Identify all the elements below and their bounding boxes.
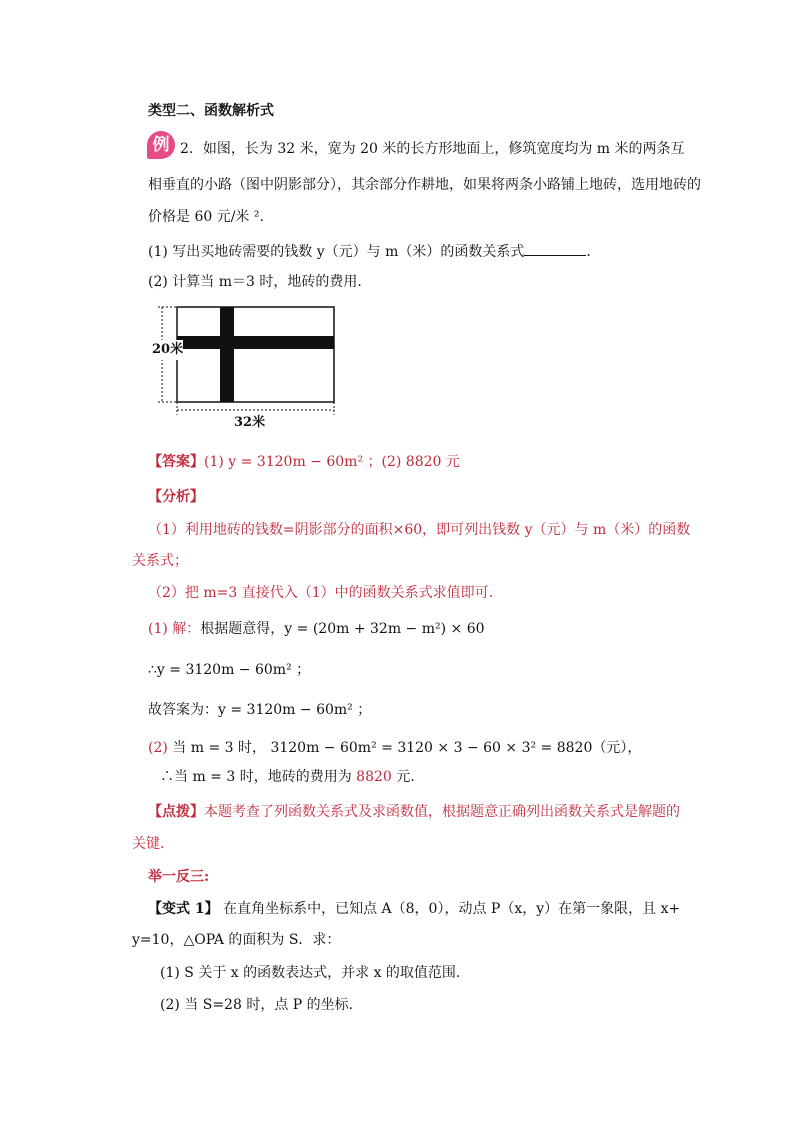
example-badge-icon: 例 (147, 131, 175, 159)
answer-label: 【答案】 (148, 454, 204, 470)
tip-text: 本题考查了列函数关系式及求函数值，根据题意正确列出函数关系式是解题的 (204, 804, 680, 820)
variant-text: 在直角坐标系中，已知点 A（8，0），动点 P（x，y）在第一象限，且 x+ (218, 901, 681, 917)
solution-1-prefix: (1) 解： (148, 621, 201, 637)
example-line-1: 2．如图，长为 32 米，宽为 20 米的长方形地面上，修筑宽度均为 m 米的两条互 (180, 141, 685, 157)
question-1-end: . (586, 244, 591, 260)
vertical-path (220, 307, 234, 402)
solution-1-text: 根据题意得，y = (20m + 32m − m²) × 60 (200, 621, 485, 637)
tip-line-1 (148, 802, 680, 822)
analysis-line-3: （2）把 m=3 直接代入（1）中的函数关系式求值即可. (148, 585, 494, 601)
variant-line-1 (148, 899, 680, 919)
solution-4-text: 当 m = 3 时， 3120m − 60m² = 3120 × 3 − 60 × 3² = 8820（元）， (167, 740, 642, 756)
question-1-text: (1) 写出买地砖需要的钱数 y（元）与 m（米）的函数关系式 (148, 244, 525, 260)
variant-question-1: (1) S 关于 x 的函数表达式，并求 x 的取值范围. (160, 965, 461, 981)
solution-5-a: ∴当 m = 3 时，地砖的费用为 (160, 769, 357, 785)
tip-line-2: 关键. (132, 836, 165, 852)
variant-label: 【变式 1】 (148, 901, 219, 917)
variant-question-2: (2) 当 S=28 时，点 P 的坐标. (160, 997, 354, 1013)
field-rectangle (177, 307, 334, 402)
question-1 (148, 241, 591, 262)
solution-5-value: 8820 (356, 769, 392, 785)
solution-step-4 (148, 738, 641, 758)
length-label: 32米 (234, 413, 265, 433)
practice-title: 举一反三: (148, 869, 210, 885)
solution-step-2: ∴y = 3120m − 60m² ； (148, 662, 311, 678)
solution-step-3: 故答案为：y = 3120m − 60m² ； (148, 702, 372, 718)
answer-text: (1) y = 3120m − 60m² ；(2) 8820 元 (204, 454, 460, 470)
field-diagram (150, 300, 350, 430)
solution-5-c: 元. (391, 769, 415, 785)
example-line-2: 相垂直的小路（图中阴影部分），其余部分作耕地，如果将两条小路铺上地砖，选用地砖的 (148, 177, 701, 193)
variant-line-2: y=10，△OPA 的面积为 S．求： (132, 932, 341, 948)
question-2: (2) 计算当 m＝3 时，地砖的费用. (148, 274, 362, 290)
horizontal-path (177, 336, 334, 349)
solution-step-5 (160, 767, 415, 787)
analysis-label: 【分析】 (148, 489, 204, 505)
section-title: 类型二、函数解析式 (148, 103, 274, 119)
analysis-line-1: （1）利用地砖的钱数=阴影部分的面积×60，即可列出钱数 y（元）与 m（米）的函数 (148, 522, 691, 538)
answer-blank (524, 241, 586, 256)
answer-line (148, 452, 460, 472)
solution-step-1 (148, 619, 485, 639)
analysis-line-2: 关系式； (132, 553, 188, 569)
solution-4-prefix: (2) (148, 740, 168, 756)
tip-label: 【点拨】 (148, 804, 204, 820)
width-label: 20米 (152, 340, 183, 360)
example-line-3: 价格是 60 元/米 ². (148, 209, 264, 225)
